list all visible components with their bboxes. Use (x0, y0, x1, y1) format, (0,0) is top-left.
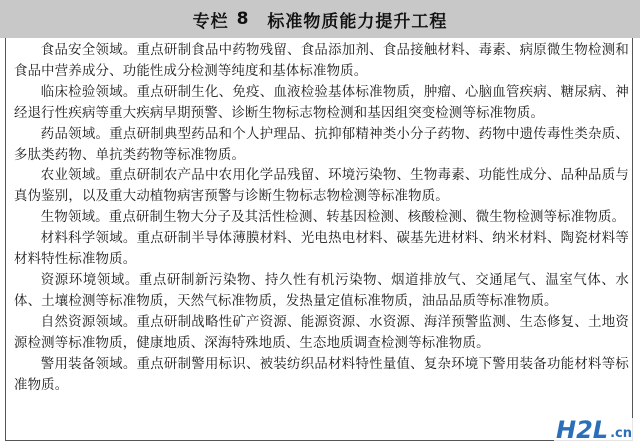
site-watermark (554, 418, 634, 442)
watermark-domain-suffix: .cn (610, 426, 632, 441)
paragraph-food-safety: 食品安全领域。重点研制食品中药物残留、食品添加剂、食品接触材料、毒素、病原微生物检测和食品中营养成分、功能性成分检测等纯度和基体标准物质。 (14, 43, 629, 79)
column-label: 专栏 (192, 11, 229, 32)
paragraph-natural-resources: 自然资源领域。重点研制战略性矿产资源、能源资源、水资源、海洋预警监测、生态修复、土地资源检测等标准物质，健康地质、深海特殊地质、生态地质调查检测等标准物质。 (14, 314, 629, 351)
paragraph-materials-science: 材料科学领域。重点研制半导体薄膜材料、光电热电材料、碳基先进材料、纳米材料、陶瓷材料等材料特性标准物质。 (14, 231, 629, 268)
paragraph-pharmaceutical: 药品领域。重点研制典型药品和个人护理品、抗抑郁精神类小分子药物、药物中遗传毒性类杂质、多肽类药物、单抗类药物等标准物质。 (14, 126, 629, 163)
column-body (5, 38, 633, 444)
column-number: 8 (236, 9, 250, 29)
paragraph-agriculture: 农业领域。重点研制农产品中农用化学品残留、环境污染物、生物毒素、功能性成分、品种品质与真伪鉴别，以及重大动植物病害预警与诊断生物标志物检测等标准物质。 (14, 168, 629, 205)
paragraph-biology: 生物领域。重点研制生物大分子及其活性检测、转基因检测、核酸检测、微生物检测等标准物质。 (40, 210, 626, 226)
column-title: 标准物质能力提升工程 (267, 11, 448, 32)
paragraph-clinical-testing: 临床检验领域。重点研制生化、免疫、血液检验基体标准物质，肿瘤、心脑血管疾病、糖尿病、神经退行性疾病等重大疾病早期预警、诊断生物标志物检测和基因组突变检测等标准物质。 (14, 84, 629, 121)
watermark-logo-text: H2L (556, 416, 609, 444)
paragraph-police-equipment: 警用装备领域。重点研制警用标识、被装纺织品材料特性量值、复杂环境下警用装备功能材料等标准物质。 (14, 356, 629, 393)
column-header (0, 0, 640, 38)
paragraph-resources-environment: 资源环境领域。重点研制新污染物、持久性有机污染物、烟道排放气、交通尾气、温室气体、水体、土壤检测等标准物质，天然气标准物质，发热量定值标准物质，油品品质等标准物质。 (14, 272, 629, 309)
